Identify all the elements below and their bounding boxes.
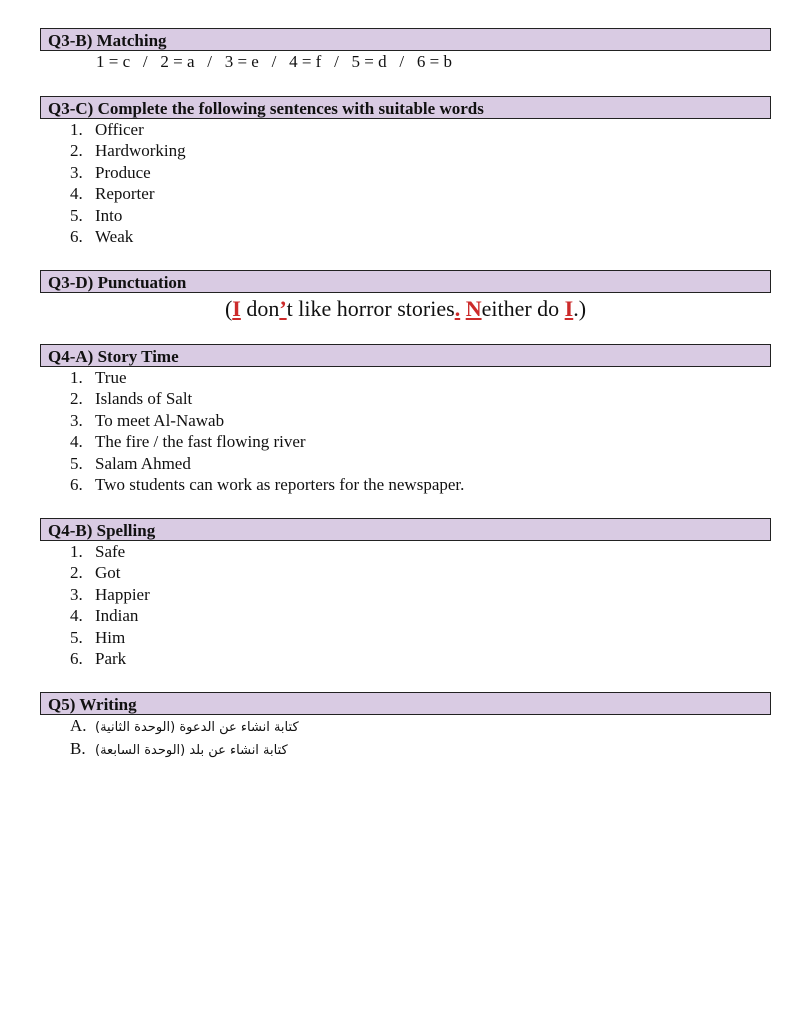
- section-header: Q3-C) Complete the following sentences with suitable words: [40, 96, 771, 119]
- apostrophe-mark: ’: [279, 296, 287, 321]
- capital-mark: I: [232, 296, 241, 321]
- list-item: B. كتابة انشاء عن بلد (الوحدة السابعة): [70, 739, 288, 759]
- capital-mark: I: [564, 296, 574, 321]
- section-header: Q4-A) Story Time: [40, 344, 771, 367]
- list-item: 3. Produce: [70, 162, 151, 182]
- list-item: 6. Two students can work as reporters for the newspaper.: [70, 475, 465, 495]
- matching-answers: 1 = c / 2 = a / 3 = e / 4 = f / 5 = d / 6 = b: [96, 52, 452, 71]
- list-item: 6. Park: [70, 649, 127, 669]
- list-item: A. كتابة انشاء عن الدعوة (الوحدة الثانية): [70, 716, 299, 735]
- list-item: 6. Weak: [70, 227, 134, 247]
- list-item: 2. Hardworking: [70, 141, 186, 161]
- answer-list: [40, 119, 771, 247]
- list-item: 3. Happier: [70, 584, 150, 604]
- list-item: 4. Indian: [70, 606, 139, 626]
- list-item: 1. Officer: [70, 120, 144, 139]
- punctuation-sentence: (I don’t like horror stories. Neither do I.): [224, 296, 587, 321]
- section-header: Q4-B) Spelling: [40, 518, 771, 541]
- section-q4b: [40, 518, 771, 669]
- list-item: 5. Into: [70, 205, 123, 225]
- list-item: 3. To meet Al-Nawab: [70, 410, 225, 430]
- section-q3c: [40, 96, 771, 247]
- answer-list: [40, 541, 771, 669]
- answer-list: [40, 715, 771, 762]
- section-q4a: [40, 344, 771, 495]
- answer-list: [40, 367, 771, 495]
- capital-mark: N: [465, 296, 482, 321]
- list-item: 5. Him: [70, 627, 126, 647]
- section-header: Q3-D) Punctuation: [40, 270, 771, 293]
- section-q3d: [40, 270, 771, 324]
- period-mark: .: [454, 296, 461, 321]
- list-item: 4. The fire / the fast flowing river: [70, 432, 306, 452]
- list-item: 5. Salam Ahmed: [70, 453, 191, 473]
- section-q3b: [40, 28, 771, 73]
- list-item: 1. Safe: [70, 542, 126, 561]
- section-header: Q5) Writing: [40, 692, 771, 715]
- list-item: 2. Islands of Salt: [70, 389, 193, 409]
- section-q5: [40, 692, 771, 762]
- list-item: 1. True: [70, 368, 127, 387]
- section-header: Q3-B) Matching: [40, 28, 771, 51]
- list-item: 4. Reporter: [70, 184, 155, 204]
- list-item: 2. Got: [70, 563, 121, 583]
